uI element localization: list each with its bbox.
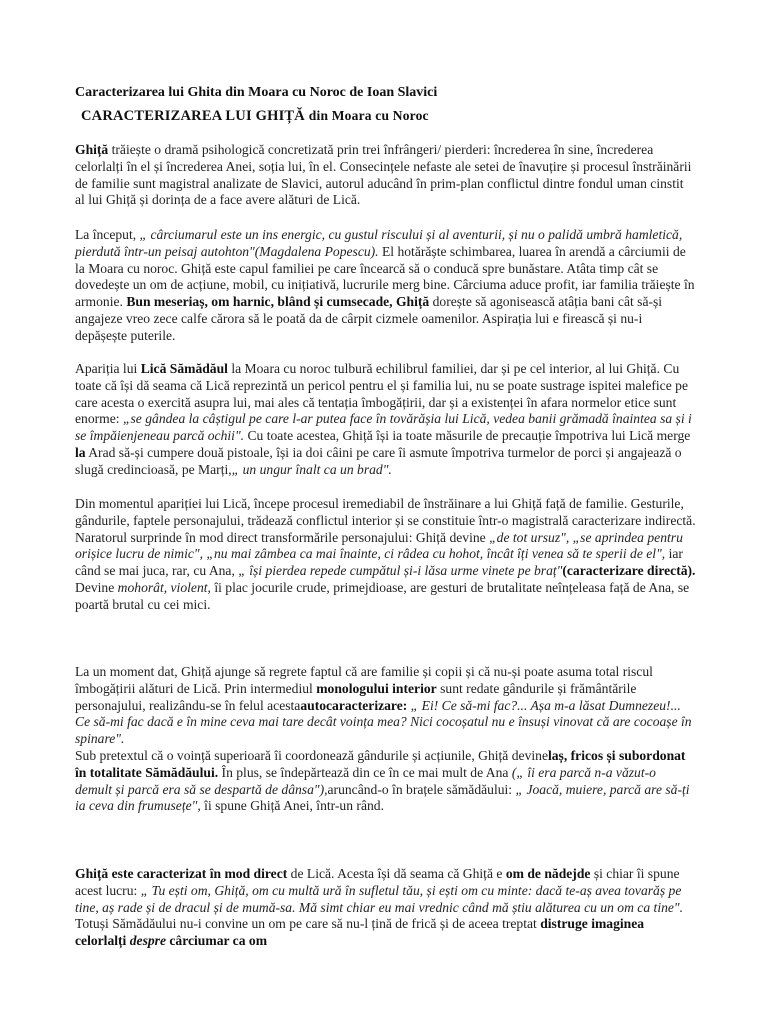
italic-run: „ Tu ești om, Ghiță, om cu multă ură în sufletul tău, și ești om cu minte: dacă te-aș avea tovarăș pe tine, aș rade și de dracul și de mumă-sa. Mă simt chiar eu mai vrednic când mă știu alăturea cu un om ca tine". — [75, 882, 684, 915]
text-run: La început, — [75, 227, 140, 242]
document-title: Caracterizarea lui Ghita din Moara cu Noroc de Ioan Slavici — [75, 85, 438, 100]
paragraph-intro — [75, 142, 696, 209]
italic-run: „ Ei! Ce să-mi fac?... Așa m-a lăsat Dumnezeu!... Ce să-mi fac dacă e în mine ceva mai tare decât voința mea? Nici cocoșatul nu e însuși vinovat că are cocoașe în spinare". — [75, 697, 692, 747]
bold-run: Lică Sămădăul — [140, 361, 228, 376]
text-run: El hotărăște schimbarea, luarea în arendă a cârciumii de la Moara cu noroc. Ghiță este capul familiei pe care încearcă să o conducă spre bunăstare. Atâta timp cât se dovedește un om de acțiune, mobil, cu inițiativă, lucrurile merg bine. Cârciuma aduce profit, iar familia trăiește în armonie. — [75, 243, 695, 310]
document-subtitle — [81, 108, 721, 125]
bold-italic-run: despre — [126, 933, 166, 949]
bold-run: monologului interior — [316, 680, 437, 696]
paragraph-subordination — [75, 748, 696, 815]
text-run: sunt redate gândurile și frământările personajului, realizându-se în felul acesta — [75, 680, 637, 713]
text-run: La un moment dat, Ghiță ajunge să regrete faptul că are familie și copii și că nu-și poate asuma total riscul îmbogățirii alături de Lică. Prin intermediul — [75, 664, 653, 696]
text-run: În plus, se îndepărtează din ce în ce mai mult de Ana — [218, 764, 512, 780]
bold-run: Bun meseriaș, om harnic, blând și cumsecade, Ghiță — [126, 294, 430, 310]
text-run: la Moara cu noroc tulbură echilibrul familiei, dar și pe cel interior, al lui Ghiță. Cu toate că își dă seama că Lică reprezintă un pericol pentru el și familia lui, nu se poate sustrage ispitei malefice pe care acesta o exercită asupra lui, mai ales că tentația îmbogățirii, dar și a existenței în afara normelor etice sunt enorme: — [75, 361, 688, 427]
text-run: trăiește o dramă psihologică concretizată prin trei înfrângeri/ pierderi: încrederea în sine, încrederea celorlalți în el și încrederea Anei, soția lui, în el. Consecințele nefaste ale setei de înavuțire și procesul înstrăinării de familie sunt magistral analizate de Slavici, autorul aducând în prim-plan conflictul dintre fondul uman cinstit al lui Ghiță și dorința de a face avere alături de Lică. — [75, 142, 692, 208]
bold-run: distruge imaginea celorlalți — [75, 916, 645, 949]
bold-run: om de nădejde — [505, 866, 591, 881]
italic-run: „de tot ursuz", „se aprindea pentru orișice lucru de nimic", „nu mai zâmbea ca mai înainte, ci râdea cu hohot, încât îți venea să te sperii de el", — [75, 529, 683, 562]
text-run: îi spune Ghiță Anei, într-un rând. — [200, 798, 384, 814]
bold-run: Ghiță este caracterizat în mod direct — [75, 866, 288, 881]
paragraph-estrangement — [75, 496, 696, 614]
bold-run: (caracterizare directă). — [562, 563, 696, 579]
subtitle-main: CARACTERIZAREA LUI GHIȚĂ — [81, 108, 305, 124]
italic-run: „se gândea la câștigul pe care l-ar putea face în tovărășia lui Lică, vedea banii grămadă înaintea sa și i se împăienjeneau parcă ochii". — [75, 411, 692, 444]
italic-run: „ un ungur înalt ca un brad". — [231, 461, 392, 477]
paragraph-interior-monologue — [75, 664, 696, 748]
text-run: iar când se mai juca, rar, cu Ana, — [75, 546, 683, 579]
paragraph-beginning — [75, 227, 696, 345]
bold-run: cârciumar ca om — [165, 933, 268, 949]
bold-run: laș, fricos și subordonat în totalitate Sămădăului. — [75, 748, 686, 780]
text-run: de Lică. Acesta își dă seama că Ghiță e — [287, 866, 506, 881]
italic-run: mohorât, violent, — [117, 579, 211, 595]
text-run: Din momentul apariției lui Lică, începe procesul iremediabil de înstrăinare a lui Ghiță față de familie. Gesturile, gândurile, faptele personajului, trădează conflictul interior și se constituie într-o magistrală caracterizare indirectă. Naratorul surprinde în mod direct transformările personajului: Ghiță devine — [75, 496, 696, 545]
text-run: Devine — [75, 579, 118, 595]
italic-run: „ cârciumarul este un ins energic, cu gustul riscului și al aventurii, și nu o palidă umbră hamletică, pierdută într-un peisaj autohton"(Magdalena Popescu). — [75, 227, 683, 259]
italic-run: „ își pierdea repede cumpătul și-i lăsa urme vinete pe braț" — [238, 563, 563, 579]
text-run: Arad să-și cumpere două pistoale, își ia doi câini pe care îi asmute împotriva turmelor de porci și angajează o slugă credincioasă, pe Marți, — [75, 444, 682, 477]
bold-run: autocaracterizare: — [300, 697, 408, 713]
text-run: Apariția lui — [75, 361, 141, 376]
italic-run: („ îi era parcă n-a văzut-o demult și parcă era să se despartă de dânsa"), — [75, 764, 656, 797]
text-run: dorește să agonisească atâția bani cât să-și angajeze vreo zece calfe cărora să le poată da de cârpit cizmele oamenilor. Aspirația lui e firească și nu-i depășește puterile. — [75, 294, 663, 343]
italic-run: „ Joacă, muiere, parcă are să-ți ia ceva din frumusețe", — [75, 781, 690, 814]
text-run: aruncând-o în brațele sămădăului: — [327, 781, 516, 797]
text-run: Sub pretextul că o voință superioară îi coordonează gândurile și acțiunile, Ghiță devine — [75, 748, 548, 763]
bold-run: Ghiță — [75, 142, 109, 157]
paragraph-lica-appearance — [75, 361, 696, 479]
paragraph-direct-characterization — [75, 866, 696, 950]
subtitle-rest: din Moara cu Noroc — [308, 108, 429, 123]
text-run: și chiar îi spune acest lucru: — [75, 866, 680, 898]
bold-run: la — [75, 444, 86, 460]
text-run: Cu toate acestea, Ghiță își ia toate măsurile de precauție împotriva lui Lică merge — [244, 428, 691, 444]
text-run: Totuși Sămădăului nu-i convine un om pe care să nu-l țină de frică și de aceea treptat — [75, 916, 541, 932]
text-run: îi plac jocurile crude, primejdioase, are gesturi de brutalitate neînțeleasa față de Ana, se poartă brutal cu cei mici. — [75, 579, 690, 612]
